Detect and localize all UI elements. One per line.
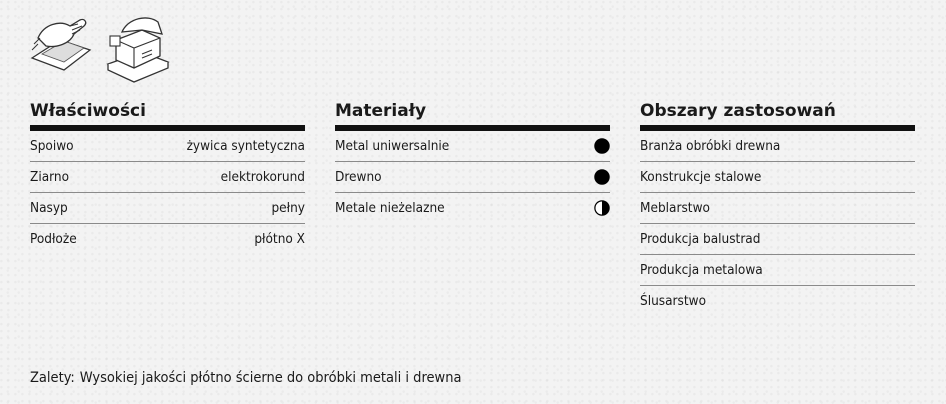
material-label: Metal uniwersalnie: [335, 138, 450, 154]
property-label: Podłoże: [30, 231, 77, 247]
property-row: [30, 193, 305, 224]
half-circle-icon: [594, 200, 610, 216]
properties-title: Właściwości: [30, 101, 146, 121]
property-value: żywica syntetyczna: [186, 138, 305, 154]
applications-title: Obszary zastosowań: [640, 101, 836, 121]
applications-section: [640, 98, 915, 316]
application-label: Konstrukcje stalowe: [640, 169, 762, 185]
application-row: [640, 131, 915, 162]
full-circle-icon: [594, 169, 610, 185]
application-row: [640, 193, 915, 224]
property-row: [30, 162, 305, 193]
advantages-note: [30, 370, 461, 386]
application-label: Produkcja balustrad: [640, 231, 761, 247]
advantages-text: Wysokiej jakości płótno ścierne do obróbki metali i drewna: [79, 370, 462, 386]
property-value: pełny: [271, 200, 305, 216]
applications-list: [640, 131, 915, 316]
advantages-label: Zalety:: [30, 370, 75, 386]
application-row: [640, 255, 915, 286]
material-row: [335, 131, 610, 162]
full-circle-icon: [594, 138, 610, 154]
property-value: płótno X: [254, 231, 305, 247]
application-row: [640, 224, 915, 255]
materials-section: [335, 98, 610, 223]
application-row: [640, 286, 915, 316]
material-row: [335, 193, 610, 223]
properties-list: [30, 131, 305, 254]
application-row: [640, 162, 915, 193]
property-row: [30, 131, 305, 162]
properties-section: [30, 98, 305, 254]
orbital-sander-icon: [102, 14, 174, 84]
materials-list: [335, 131, 610, 223]
property-row: [30, 224, 305, 254]
application-label: Ślusarstwo: [640, 293, 706, 309]
application-label: Produkcja metalowa: [640, 262, 763, 278]
materials-title: Materiały: [335, 101, 427, 121]
material-label: Metale nieżelazne: [335, 200, 445, 216]
application-label: Meblarstwo: [640, 200, 710, 216]
property-label: Ziarno: [30, 169, 70, 185]
material-row: [335, 162, 610, 193]
material-label: Drewno: [335, 169, 382, 185]
application-label: Branża obróbki drewna: [640, 138, 781, 154]
property-label: Spoiwo: [30, 138, 74, 154]
property-value: elektrokorund: [220, 169, 305, 185]
property-label: Nasyp: [30, 200, 68, 216]
hand-sanding-icon: [30, 14, 94, 72]
